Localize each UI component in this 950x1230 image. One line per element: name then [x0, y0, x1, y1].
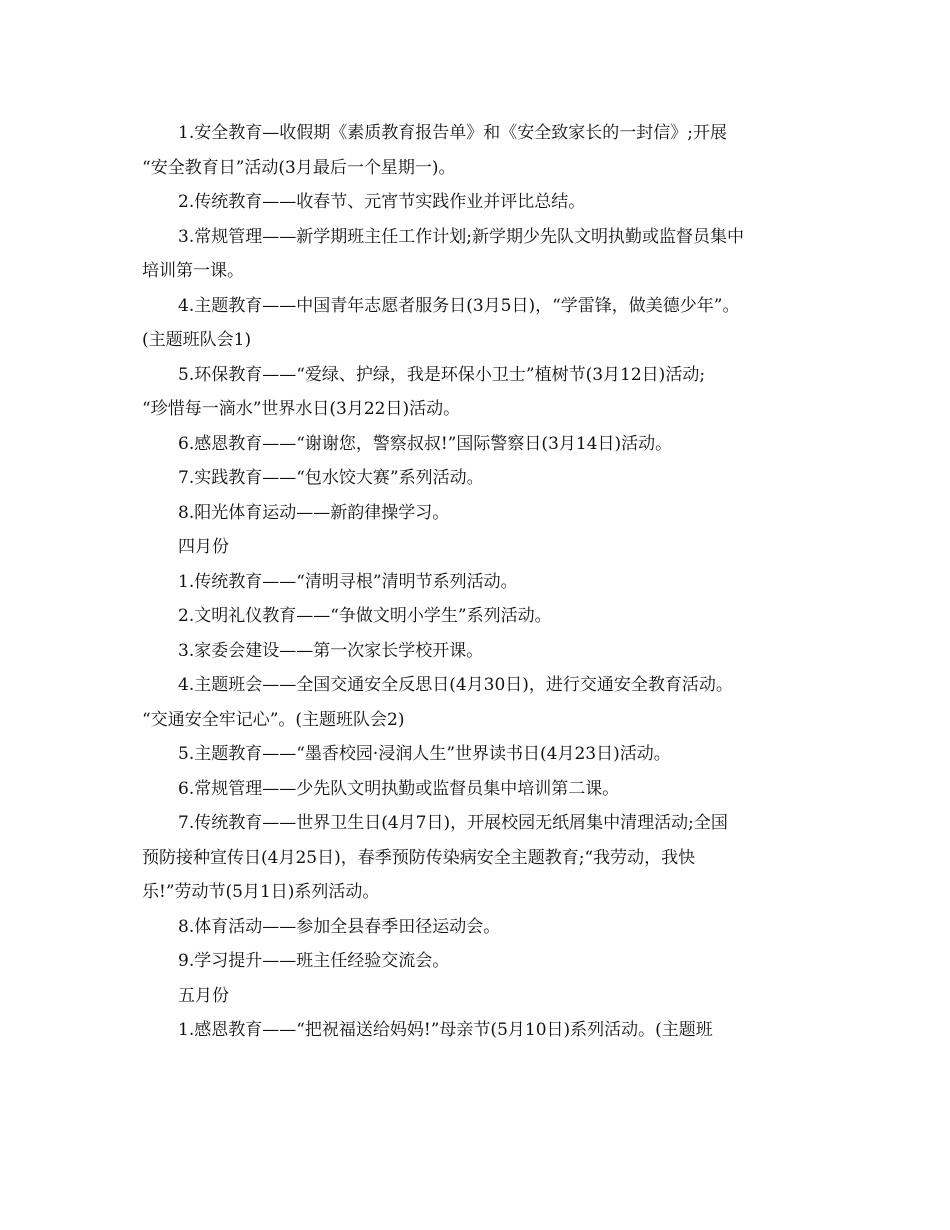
text-line: 预防接种宣传日(4月25日)，春季预防传染病安全主题教育;“我劳动，我快: [142, 847, 696, 868]
text-line: 3.常规管理——新学期班主任工作计划;新学期少先队文明执勤或监督员集中: [178, 226, 744, 247]
text-line: “安全教育日”活动(3月最后一个星期一)。: [142, 157, 456, 178]
section-heading-april: 四月份: [178, 537, 229, 557]
text-line: 7.传统教育——世界卫生日(4月7日)，开展校园无纸屑集中清理活动;全国: [178, 813, 728, 833]
text-line: 培训第一课。: [142, 261, 244, 281]
text-line: “珍惜每一滴水”世界水日(3月22日)活动。: [142, 399, 461, 419]
text-line: 6.感恩教育——“谢谢您，警察叔叔!”国际警察日(3月14日)活动。: [178, 433, 673, 454]
text-line: 乐!”劳动节(5月1日)系列活动。: [142, 882, 380, 902]
text-line: “交通安全牢记心”。(主题班队会2): [142, 709, 405, 730]
text-line: 1.安全教育—收假期《素质教育报告单》和《安全致家长的一封信》;开展: [178, 123, 727, 143]
text-line: (主题班队会1): [142, 330, 252, 350]
text-line: 2.文明礼仪教育——“争做文明小学生”系列活动。: [178, 606, 552, 626]
text-line: 7.实践教育——“包水饺大赛”系列活动。: [178, 468, 484, 488]
text-line: 4.主题班会——全国交通安全反思日(4月30日)，进行交通安全教育活动。: [178, 675, 733, 695]
text-line: 4.主题教育——中国青年志愿者服务日(3月5日)，“学雷锋，做美德少年”。: [178, 295, 740, 316]
text-line: 8.阳光体育运动——新韵律操学习。: [178, 502, 450, 523]
section-heading-may: 五月份: [178, 985, 229, 1006]
text-line: 1.感恩教育——“把祝福送给妈妈!”母亲节(5月10日)系列活动。(主题班: [178, 1020, 713, 1040]
text-line: 9.学习提升——班主任经验交流会。: [178, 951, 450, 971]
text-line: 5.环保教育——“爱绿、护绿，我是环保小卫士”植树节(3月12日)活动;: [178, 364, 706, 385]
text-line: 1.传统教育——“清明寻根”清明节系列活动。: [178, 571, 518, 592]
text-line: 5.主题教育——“墨香校园·浸润人生”世界读书日(4月23日)活动。: [178, 744, 671, 764]
text-line: 8.体育活动——参加全县春季田径运动会。: [178, 916, 501, 937]
text-line: 3.家委会建设——第一次家长学校开课。: [178, 640, 484, 661]
text-line: 2.传统教育——收春节、元宵节实践作业并评比总结。: [178, 192, 586, 212]
text-line: 6.常规管理——少先队文明执勤或监督员集中培训第二课。: [178, 778, 620, 799]
document-body: [142, 116, 822, 1048]
